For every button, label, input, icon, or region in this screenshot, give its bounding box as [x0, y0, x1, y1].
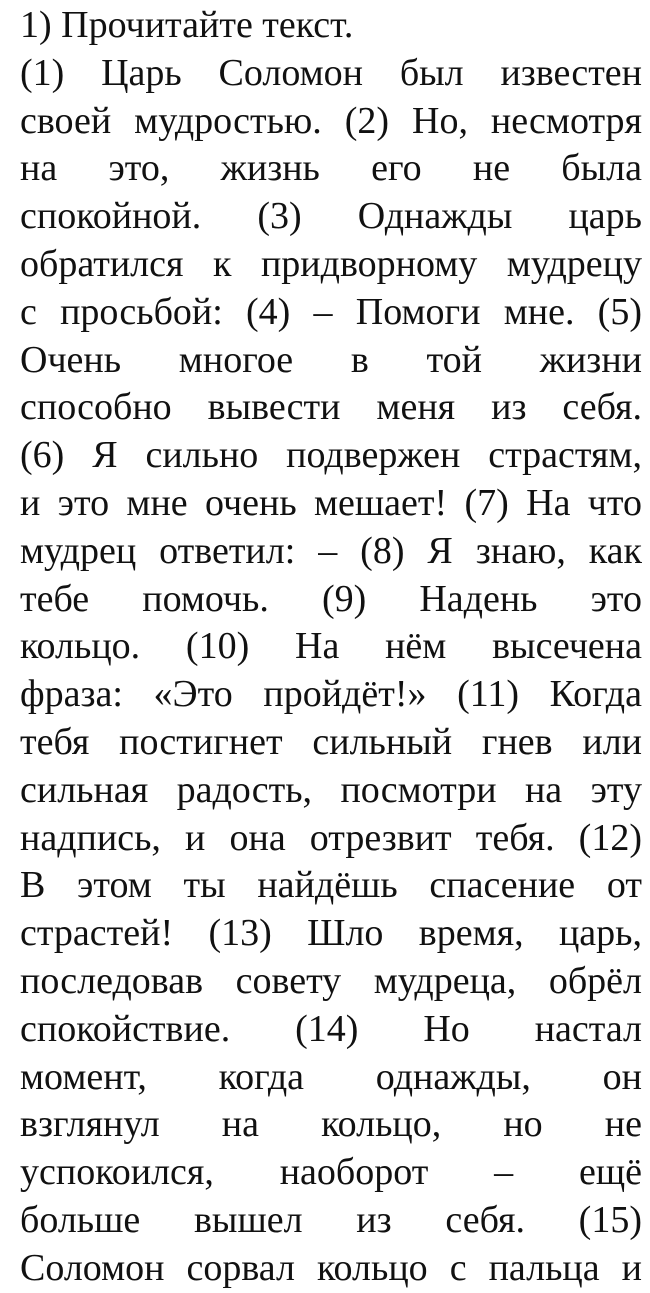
- text-line: страстей! (13) Шло время, царь,: [20, 912, 642, 955]
- text-line: спокойствие. (14) Но настал: [20, 1007, 642, 1050]
- text-line: спокойной. (3) Однажды царь: [20, 195, 642, 238]
- text-line: своей мудростью. (2) Но, несмотря: [20, 99, 642, 142]
- text-line: Соломон сорвал кольцо с пальца и: [20, 1246, 642, 1289]
- document-page: [20, 2, 642, 1293]
- text-line: Очень многое в той жизни: [20, 338, 642, 381]
- text-line: В этом ты найдёшь спасение от: [20, 864, 642, 907]
- text-line: (1) Царь Соломон был известен: [20, 51, 642, 94]
- text-line: тебе помочь. (9) Надень это: [20, 577, 642, 620]
- text-line: взглянул на кольцо, но не: [20, 1103, 642, 1146]
- text-body: [20, 50, 642, 1293]
- text-line: момент, когда однажды, он: [20, 1055, 642, 1098]
- text-line: последовав совету мудреца, обрёл: [20, 959, 642, 1002]
- text-line: и это мне очень мешает! (7) На что: [20, 481, 642, 524]
- text-line: (6) Я сильно подвержен страстям,: [20, 434, 642, 477]
- text-line: успокоился, наоборот – ещё: [20, 1151, 642, 1194]
- text-line: с просьбой: (4) – Помоги мне. (5): [20, 290, 642, 333]
- text-line: мудрец ответил: – (8) Я знаю, как: [20, 529, 642, 572]
- text-line: на это, жизнь его не была: [20, 147, 642, 190]
- text-line: способно вывести меня из себя.: [20, 386, 642, 429]
- text-line: обратился к придворному мудрецу: [20, 242, 642, 285]
- text-line: сильная радость, посмотри на эту: [20, 768, 642, 811]
- text-line: фраза: «Это пройдёт!» (11) Когда: [20, 673, 642, 716]
- text-line: тебя постигнет сильный гнев или: [20, 720, 642, 763]
- text-line: надпись, и она отрезвит тебя. (12): [20, 816, 642, 859]
- text-line: больше вышел из себя. (15): [20, 1198, 642, 1241]
- text-line: кольцо. (10) На нём высечена: [20, 625, 642, 668]
- task-heading: 1) Прочитайте текст.: [20, 4, 354, 46]
